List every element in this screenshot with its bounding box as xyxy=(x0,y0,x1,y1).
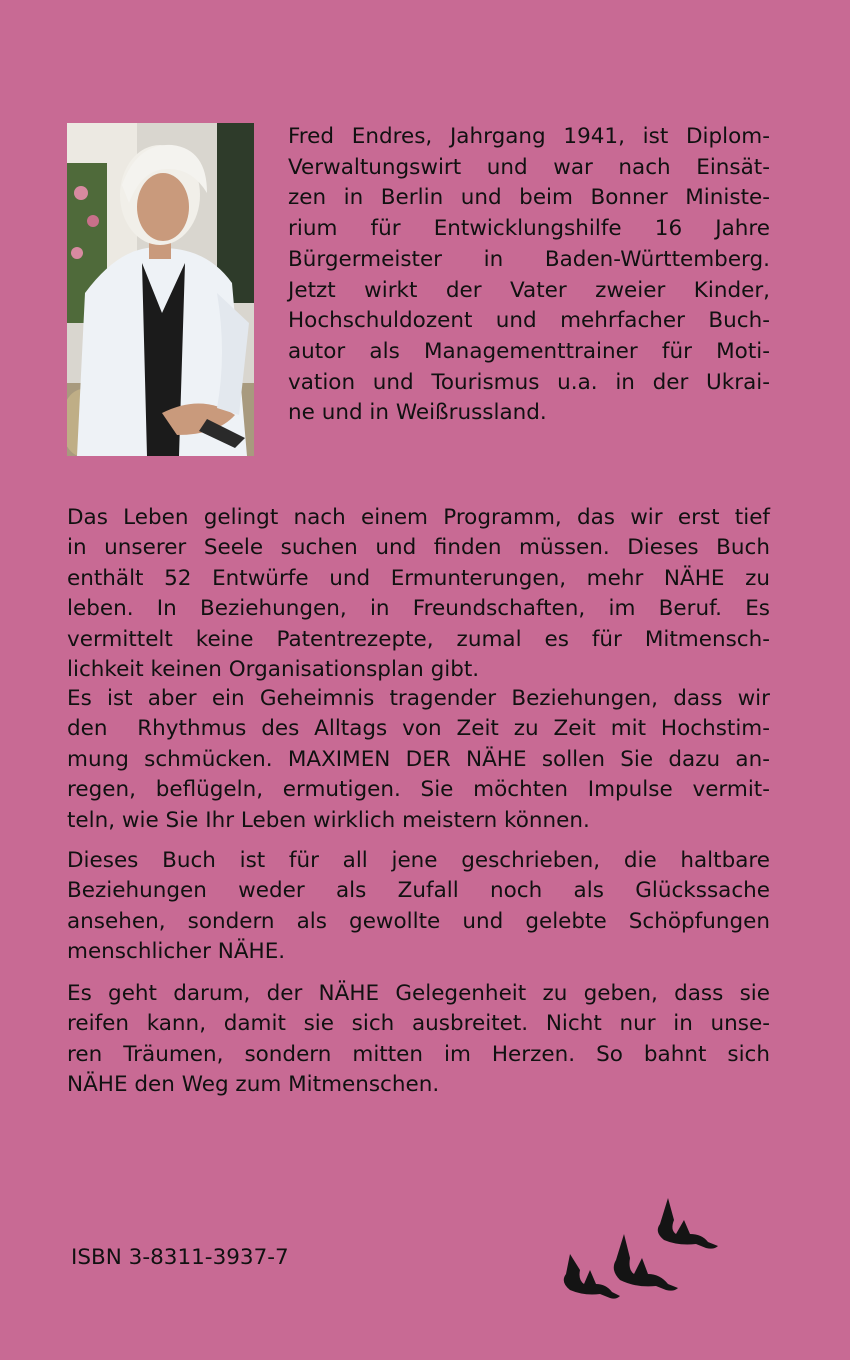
blurb-line: vermittelt keine Patentrezepte, zumal es für Mitmensch- xyxy=(67,626,770,652)
bio-line: vation und Tourismus u.a. in der Ukrai- xyxy=(288,369,770,395)
bio-line: Bürgermeister in Baden-Württemberg. xyxy=(288,246,770,272)
blurb-line: enthält 52 Entwürfe und Ermunterungen, mehr NÄHE zu xyxy=(67,565,770,591)
blurb-line: teln, wie Sie Ihr Leben wirklich meistern können. xyxy=(67,807,590,833)
blurb-line: menschlicher NÄHE. xyxy=(67,939,286,965)
blurb-line: ansehen, sondern als gewollte und gelebte Schöpfungen xyxy=(67,908,770,934)
blurb-line: Es geht darum, der NÄHE Gelegenheit zu geben, dass sie xyxy=(67,981,770,1006)
blurb-line: Das Leben gelingt nach einem Programm, das wir erst tief xyxy=(67,505,770,530)
isbn-number: ISBN 3-8311-3937-7 xyxy=(71,1245,289,1270)
blurb-line: Dieses Buch ist für all jene geschrieben, die haltbare xyxy=(67,848,770,873)
blurb-line: Beziehungen weder als Zufall noch als Glückssache xyxy=(67,878,770,904)
blurb-line: leben. In Beziehungen, in Freundschaften, im Beruf. Es xyxy=(67,596,770,622)
blurb-paragraph-2 xyxy=(67,684,770,836)
bio-line: Fred Endres, Jahrgang 1941, ist Diplom- xyxy=(288,124,770,149)
bio-line: Verwaltungswirt und war nach Einsät- xyxy=(288,154,770,180)
blurb-line: ren Träumen, sondern mitten im Herzen. So bahnt sich xyxy=(67,1041,770,1067)
blurb-paragraph-1 xyxy=(67,503,770,685)
bio-line: autor als Managementtrainer für Moti- xyxy=(288,338,770,364)
bio-line: Hochschuldozent und mehrfacher Buch- xyxy=(288,308,770,334)
bio-line: Jetzt wirkt der Vater zweier Kinder, xyxy=(288,277,770,303)
blurb-line: regen, beflügeln, ermutigen. Sie möchten Impulse vermit- xyxy=(67,777,770,803)
bio-line: zen in Berlin und beim Bonner Ministe- xyxy=(288,185,770,211)
author-bio xyxy=(288,122,770,429)
blurb-line: den Rhythmus des Alltags von Zeit zu Zeit mit Hochstim- xyxy=(67,716,770,742)
bio-line: ne und in Weißrussland. xyxy=(288,400,547,426)
blurb-line: NÄHE den Weg zum Mitmenschen. xyxy=(67,1072,440,1098)
blurb-line: in unserer Seele suchen und finden müssen. Dieses Buch xyxy=(67,535,770,561)
blurb-line: reifen kann, damit sie sich ausbreitet. Nicht nur in unse- xyxy=(67,1011,770,1037)
blurb-line: mung schmücken. MAXIMEN DER NÄHE sollen Sie dazu an- xyxy=(67,746,770,772)
blurb-line: lichkeit keinen Organisationsplan gibt. xyxy=(67,657,480,683)
bio-line: rium für Entwicklungshilfe 16 Jahre xyxy=(288,216,770,242)
blurb-line: Es ist aber ein Geheimnis tragender Beziehungen, dass wir xyxy=(67,686,770,711)
blurb-paragraph-4 xyxy=(67,979,770,1101)
author-portrait-photo xyxy=(67,123,254,456)
flying-geese-logo-icon xyxy=(556,1190,726,1310)
blurb-paragraph-3 xyxy=(67,846,770,968)
